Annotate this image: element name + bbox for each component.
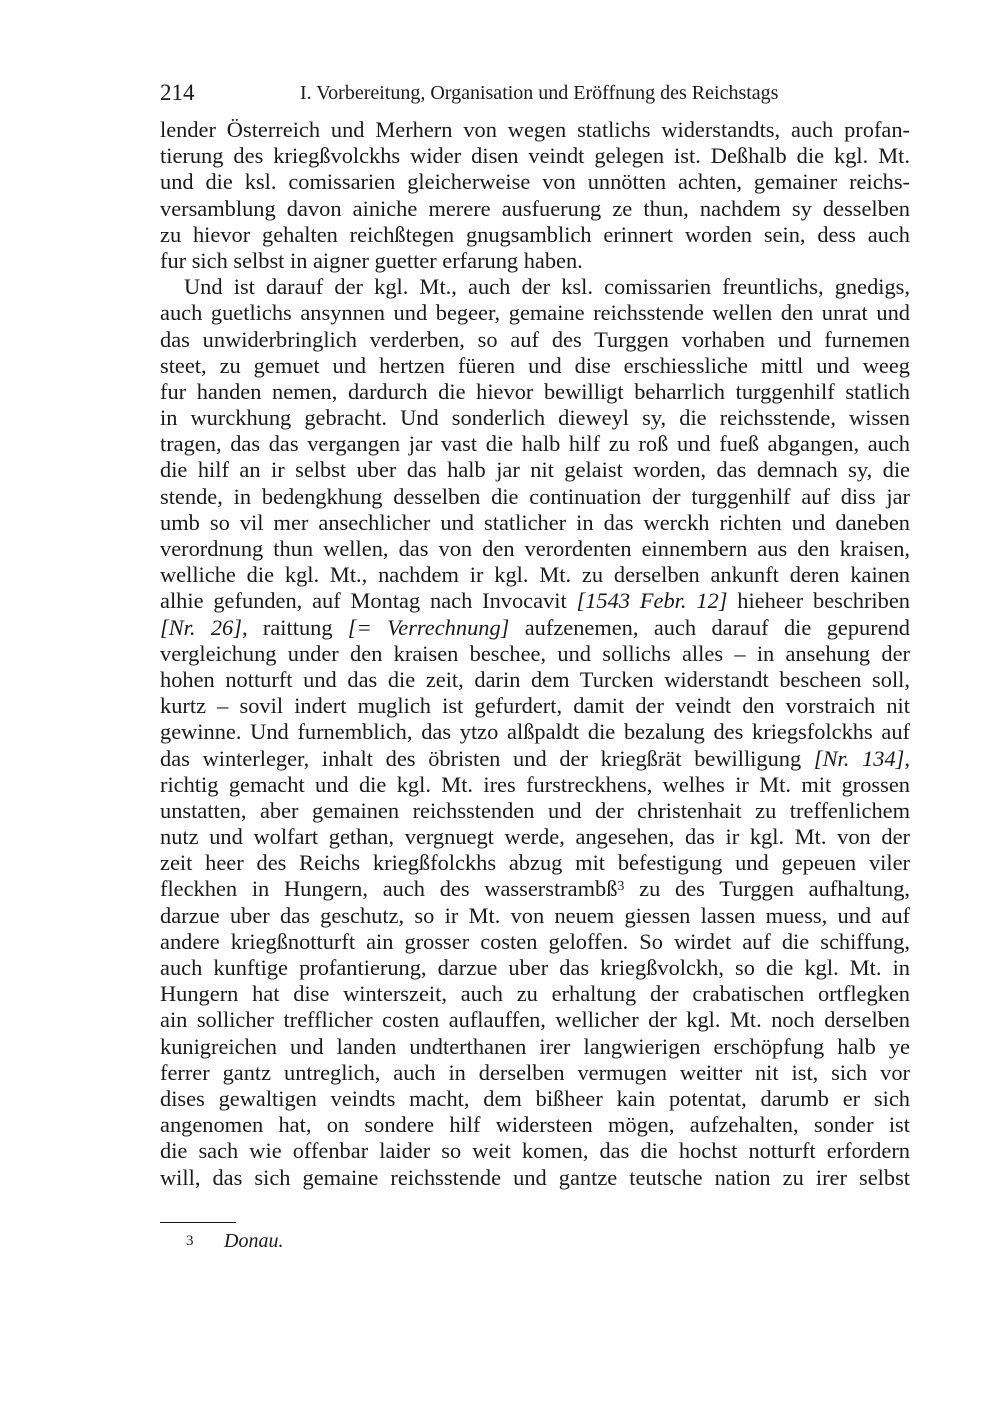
text-line: das unwiderbringlich verderben, so auf des Turggen vorhaben und furnemen [160, 326, 910, 352]
text-line: verordnung thun wellen, das von den verordenten einnembern aus den kraisen, [160, 536, 910, 561]
footnote-reference-mark[interactable]: 3 [617, 879, 625, 895]
text-line: die hilf an ir selbst uber das halb jar nit gelaist worden, das demnach sy, die [160, 457, 910, 483]
text-line: Hungern hat dise winterszeit, auch zu erhaltung der crabatischen ortflegken [160, 981, 910, 1007]
text-segment: das winterleger, inhalt des öbristen und der kriegßrät bewilligung [160, 745, 814, 771]
text-line: welliche die kgl. Mt., nachdem ir kgl. Mt. zu derselben ankunft deren kainen [160, 562, 910, 588]
footnote-text: Donau. [224, 1230, 284, 1252]
text-line: fur handen nemen, dardurch die hievor bewilligt beharrlich turggenhilf statlich [160, 378, 910, 404]
text-line: gewinne. Und furnemblich, das ytzo alßpaldt die bezalung des kriegsfolckhs auf [160, 719, 910, 745]
text-line [160, 588, 910, 614]
text-line: steet, zu gemuet und hertzen füeren und dise erschiessliche mittl und weeg [160, 352, 910, 378]
document-number-reference: [Nr. 134] [813, 745, 905, 771]
text-line: unstatten, aber gemainen reichsstenden und der christenhait zu treffenlichem [160, 797, 910, 823]
editorial-date-reference: [1543 Febr. 12] [576, 588, 728, 614]
paragraph-first-line: Und ist darauf der kgl. Mt., auch der ksl. comissarien freuntlichs, gnedigs, [184, 274, 910, 300]
footnote-separator [160, 1222, 236, 1223]
text-line: dises gewaltigen veindts macht, dem bißheer kain potentat, darumb er sich [160, 1085, 910, 1111]
text-line: nutz und wolfart gethan, vergnuegt werde, angesehen, das ir kgl. Mt. von der [160, 824, 910, 850]
text-line: ferrer gantz untreglich, auch in derselben vermugen weitter nit ist, sich vor [160, 1059, 910, 1085]
text-line: ain sollicher trefflicher costen auflauffen, wellicher der kgl. Mt. noch derselben [160, 1007, 910, 1033]
page-number: 214 [160, 80, 195, 105]
page-header [160, 76, 910, 110]
text-line: darzue uber das geschutz, so ir Mt. von neuem giessen lassen muess, und auf [160, 902, 910, 928]
running-title: I. Vorbereitung, Organisation und Eröffnung des Reichstags [300, 82, 779, 104]
text-line: angenomen hat, on sondere hilf widersteen mögen, aufzehalten, sonder ist [160, 1112, 910, 1138]
text-line: auch guetlichs ansynnen und begeer, gemaine reichsstende wellen den unrat und [160, 300, 910, 326]
text-line: will, das sich gemaine reichsstende und gantze teutsche nation zu irer selbst [160, 1164, 910, 1190]
text-line: hohen notturft und das die zeit, darin dem Turcken widerstandt bescheen soll, [160, 666, 910, 692]
text-line: vergleichung under den kraisen beschee, und sollichs alles – in ansehung der [160, 640, 910, 666]
editorial-gloss: [= Verrechnung] [347, 614, 510, 640]
text-line: stende, in bedengkhung desselben die continuation der turggenhilf auf diss jar [160, 483, 910, 509]
text-line: kunigreichen und landen undterthanen irer langwierigen erschöpfung halb ye [160, 1033, 910, 1059]
text-line: die sach wie offenbar laider so weit komen, das die hochst notturft erfordern [160, 1138, 910, 1164]
text-line: richtig gemacht und die kgl. Mt. ires furstreckhens, welhes ir Mt. mit grossen [160, 771, 910, 797]
text-line: und die ksl. comissarien gleicherweise von unnötten achten, gemainer reichs- [160, 169, 910, 195]
text-line: lender Österreich und Merhern von wegen statlichs widerstandts, auch profan- [160, 117, 910, 142]
text-line: tierung des kriegßvolckhs wider disen veindt gelegen ist. Deßhalb die kgl. Mt. [160, 143, 910, 169]
text-line: auch kunftige profantierung, darzue uber das kriegßvolckh, so die kgl. Mt. in [160, 955, 910, 980]
text-segment: hieheer beschriben [727, 588, 910, 614]
text-line: zu hievor gehalten reichßtegen gnugsamblich erinnert worden sein, dess auch [160, 221, 910, 247]
text-segment: , [904, 745, 911, 771]
text-segment: , raittung [241, 614, 348, 640]
text-line [160, 615, 910, 641]
text-segment: aufzenemen, auch darauf die gepurend [509, 614, 911, 640]
text-line: tragen, das das vergangen jar vast die halb hilf zu roß und fueß abgangen, auch [160, 431, 910, 457]
text-segment: fleckhen in Hungern, auch des wasserstrambß [160, 876, 618, 902]
body-text [160, 117, 910, 1191]
text-line: versamblung davon ainiche merere ausfuerung ze thun, nachdem sy desselben [160, 195, 910, 221]
text-line: kurtz – sovil indert muglich ist gefurdert, damit der veindt den vorstraich nit [160, 693, 910, 719]
text-segment: zu des Turggen aufhaltung, [624, 876, 910, 902]
text-line: umb so vil mer ansechlicher und statlicher in das werckh richten und daneben [160, 509, 910, 535]
text-line: zeit heer des Reichs kriegßfolckhs abzug mit befestigung und gepeuen viler [160, 850, 910, 876]
text-line: fur sich selbst in aigner guetter erfarung haben. [160, 247, 583, 273]
text-segment: alhie gefunden, auf Montag nach Invocavit [160, 588, 577, 614]
text-line: andere kriegßnotturft ain grosser costen geloffen. So wirdet auf die schiffung, [160, 928, 910, 954]
text-line [160, 746, 910, 772]
document-number-reference: [Nr. 26] [160, 614, 242, 640]
footnote-number: 3 [186, 1233, 194, 1249]
text-line: in wurckhung gebracht. Und sonderlich dieweyl sy, die reichsstende, wissen [160, 405, 910, 431]
text-line [160, 876, 910, 902]
